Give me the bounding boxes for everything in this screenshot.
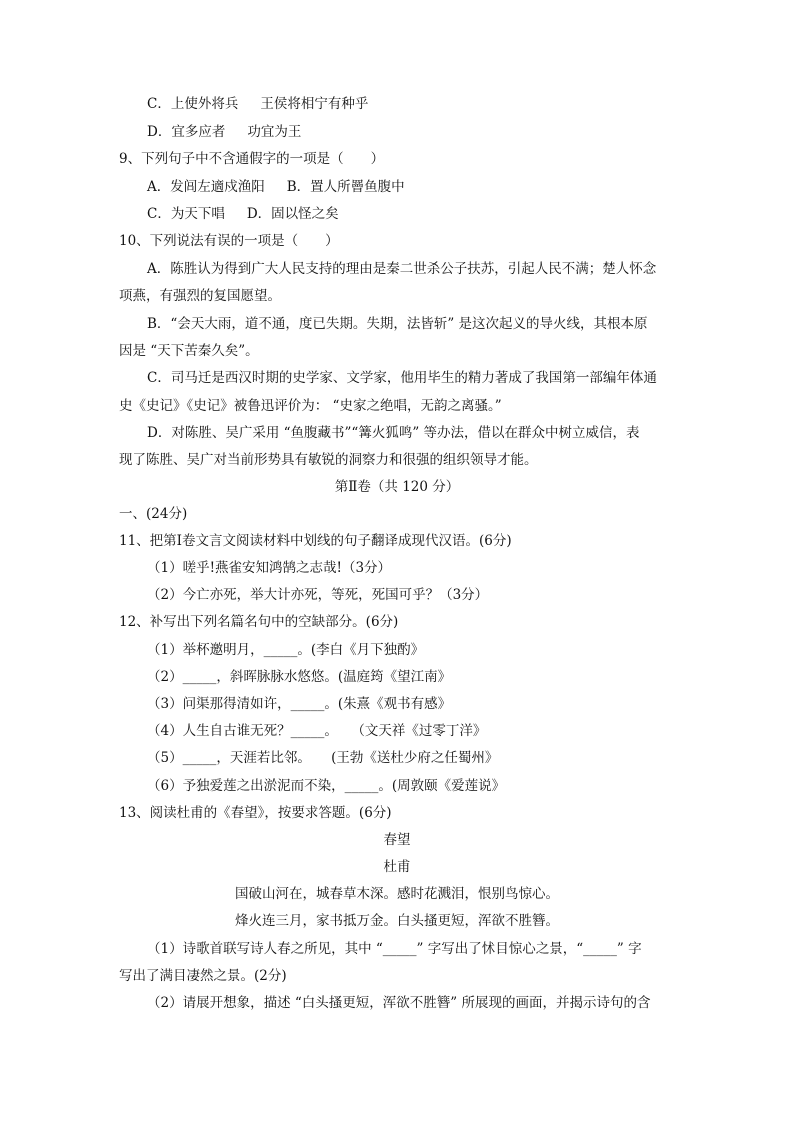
q9-options-ab xyxy=(147,177,405,197)
q10-a-line1: A．陈胜认为得到广大人民支持的理由是秦二世杀公子扶苏，引起人民不满；楚人怀念 xyxy=(147,261,657,277)
q13-sub1-line2: 写出了满目凄然之景。(2分) xyxy=(119,968,287,984)
q12-stem: 12、补写出下列名篇名句中的空缺部分。(6分) xyxy=(119,614,399,630)
q10-stem: 10、下列说法有误的一项是（ ） xyxy=(119,233,339,249)
q9-stem: 9、下列句子中不含通假字的一项是（ ） xyxy=(119,151,385,167)
q10-d-line1: D．对陈胜、吴广采用 “鱼腹藏书”“篝火狐鸣” 等办法，借以在群众中树立威信，表 xyxy=(147,425,640,441)
poem-title: 春望 xyxy=(383,832,411,848)
q12-sub2: （2）_____，斜晖脉脉水悠悠。(温庭筠《望江南》 xyxy=(147,669,452,685)
q9-option-d: D．固以怪之矣 xyxy=(246,206,339,222)
q11-sub1: （1）嗟乎!燕雀安知鸿鹄之志哉!（3分） xyxy=(147,560,392,576)
part-one-heading: 一、(24分) xyxy=(119,506,188,522)
q9-option-b: B．置人所罾鱼腹中 xyxy=(286,179,405,195)
poem-line-1: 国破山河在，城春草木深。感时花溅泪，恨别鸟惊心。 xyxy=(235,886,559,902)
q13-stem: 13、阅读杜甫的《春望》，按要求答题。(6分) xyxy=(119,805,392,821)
q11-sub2: （2）今亡亦死，举大计亦死，等死，死国可乎？（3分） xyxy=(147,587,489,603)
q12-sub3: （3）问渠那得清如许，_____。(朱熹《观书有感》 xyxy=(147,696,452,712)
option-d-left: D．宜多应者 xyxy=(147,124,226,140)
q12-sub1: （1）举杯邀明月，_____。(李白《月下独酌》 xyxy=(147,642,425,658)
q10-a-line2: 项燕，有强烈的复国愿望。 xyxy=(119,288,281,304)
q10-c-line2: 史《史记》《史记》被鲁迅评价为： “史家之绝唱，无韵之离骚。” xyxy=(119,398,502,414)
q13-sub1-line1: （1）诗歌首联写诗人春之所见，其中 “_____” 字写出了怵目惊心之景，“_____” 字 xyxy=(147,941,642,957)
option-c-right: 王侯将相宁有种乎 xyxy=(260,96,369,112)
option-c-left: C．上使外将兵 xyxy=(147,96,239,112)
q10-b-line2: 因是 “天下苦秦久矣”。 xyxy=(119,343,259,359)
q12-sub6: （6）予独爱莲之出淤泥而不染，_____。(周敦颐《爱莲说》 xyxy=(147,778,506,794)
q9-option-a: A．发闾左適戍渔阳 xyxy=(147,179,265,195)
poem-author: 杜甫 xyxy=(383,859,411,875)
q10-d-line2: 现了陈胜、吴广对当前形势具有敏锐的洞察力和很强的组织领导才能。 xyxy=(119,452,538,468)
q10-c-line1: C．司马迁是西汉时期的史学家、文学家，他用毕生的精力著成了我国第一部编年体通 xyxy=(147,370,657,386)
q12-sub4: （4）人生自古谁无死？_____。 （文天祥《过零丁洋》 xyxy=(147,723,487,739)
q8-option-d xyxy=(147,122,301,142)
q10-b-line1: B．“会天大雨，道不通，度已失期。失期，法皆斩” 是这次起义的导火线，其根本原 xyxy=(147,316,648,332)
q9-option-c: C．为天下唱 xyxy=(147,206,225,222)
q11-stem: 11、把第Ⅰ卷文言文阅读材料中划线的句子翻译成现代汉语。(6分) xyxy=(119,533,512,549)
section-title: 第Ⅱ卷（共 120 分） xyxy=(334,479,460,495)
poem-line-2: 烽火连三月，家书抵万金。白头搔更短，浑欲不胜簪。 xyxy=(235,913,559,929)
q9-options-cd xyxy=(147,204,339,224)
q13-sub2-line1: （2）请展开想象，描述 “白头搔更短，浑欲不胜簪” 所展现的画面，并揭示诗句的含 xyxy=(147,995,651,1011)
q12-sub5: （5）_____，天涯若比邻。 (王勃《送杜少府之任蜀州》 xyxy=(147,750,499,766)
option-d-right: 功宜为王 xyxy=(247,124,302,140)
q8-option-c xyxy=(147,94,368,114)
